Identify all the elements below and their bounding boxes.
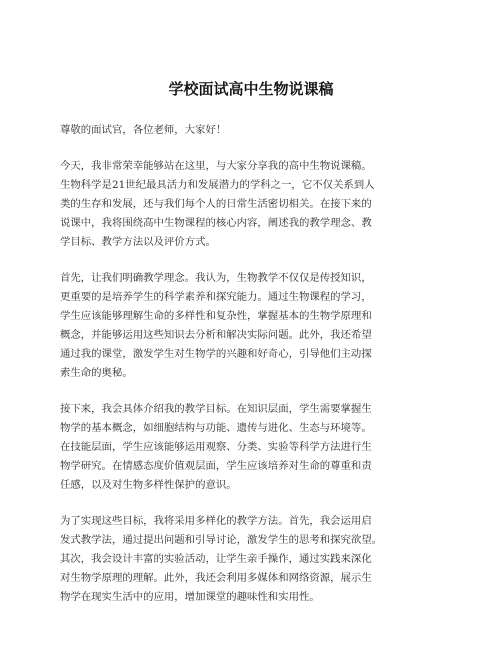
paragraph-introduction (60, 157, 480, 252)
text-line: 物学在现实生活中的应用，增加课堂的趣味性和实用性。 (60, 591, 320, 603)
text-line: 首先，让我们明确教学理念。我认为，生物教学不仅仅是传授知识， (60, 272, 372, 284)
paragraph-teaching-philosophy (60, 269, 480, 383)
paragraph-greeting (60, 121, 480, 140)
text-line: 物学研究。在情感态度价值观层面，学生应该培养对生命的尊重和责 (60, 460, 372, 472)
text-line: 尊敬的面试官，各位老师，大家好！ (60, 124, 227, 136)
text-line: 生物科学是21世纪最具活力和发展潜力的学科之一，它不仅关系到人 (60, 179, 375, 191)
text-line: 任感，以及对生物多样性保护的意识。 (60, 479, 237, 491)
text-line: 为了实现这些目标，我将采用多样化的教学方法。首先，我会运用启 (60, 515, 372, 527)
text-line: 接下来，我会具体介绍我的教学目标。在知识层面，学生需要掌握生 (60, 403, 372, 415)
paragraph-teaching-goals (60, 400, 480, 495)
text-line: 索生命的奥秘。 (60, 367, 133, 379)
text-line: 说课中，我将围绕高中生物课程的核心内容，阐述我的教学理念、教 (60, 217, 372, 229)
text-line: 物学的基本概念，如细胞结构与功能、遗传与进化、生态与环境等。 (60, 422, 372, 434)
document-title: 学校面试高中生物说课稿 (168, 80, 334, 98)
text-line: 发式教学法，通过提出问题和引导讨论，激发学生的思考和探究欲望。 (60, 534, 383, 546)
text-line: 概念，并能够运用这些知识去分析和解决实际问题。此外，我还希望 (60, 329, 372, 341)
text-line: 学目标、教学方法以及评价方式。 (60, 236, 216, 248)
text-line: 其次，我会设计丰富的实验活动，让学生亲手操作，通过实践来深化 (60, 553, 372, 565)
paragraph-teaching-methods (60, 512, 480, 607)
text-line: 今天，我非常荣幸能够站在这里，与大家分享我的高中生物说课稿。 (60, 160, 372, 172)
text-line: 学生应该能够理解生命的多样性和复杂性，掌握基本的生物学原理和 (60, 310, 372, 322)
text-line: 在技能层面，学生应该能够运用观察、分类、实验等科学方法进行生 (60, 441, 372, 453)
document-body (60, 121, 480, 624)
text-line: 对生物学原理的理解。此外，我还会利用多媒体和网络资源，展示生 (60, 572, 372, 584)
text-line: 通过我的课堂，激发学生对生物学的兴趣和好奇心，引导他们主动探 (60, 348, 372, 360)
text-line: 类的生存和发展，还与我们每个人的日常生活密切相关。在接下来的 (60, 198, 372, 210)
text-line: 更重要的是培养学生的科学素养和探究能力。通过生物课程的学习， (60, 291, 372, 303)
